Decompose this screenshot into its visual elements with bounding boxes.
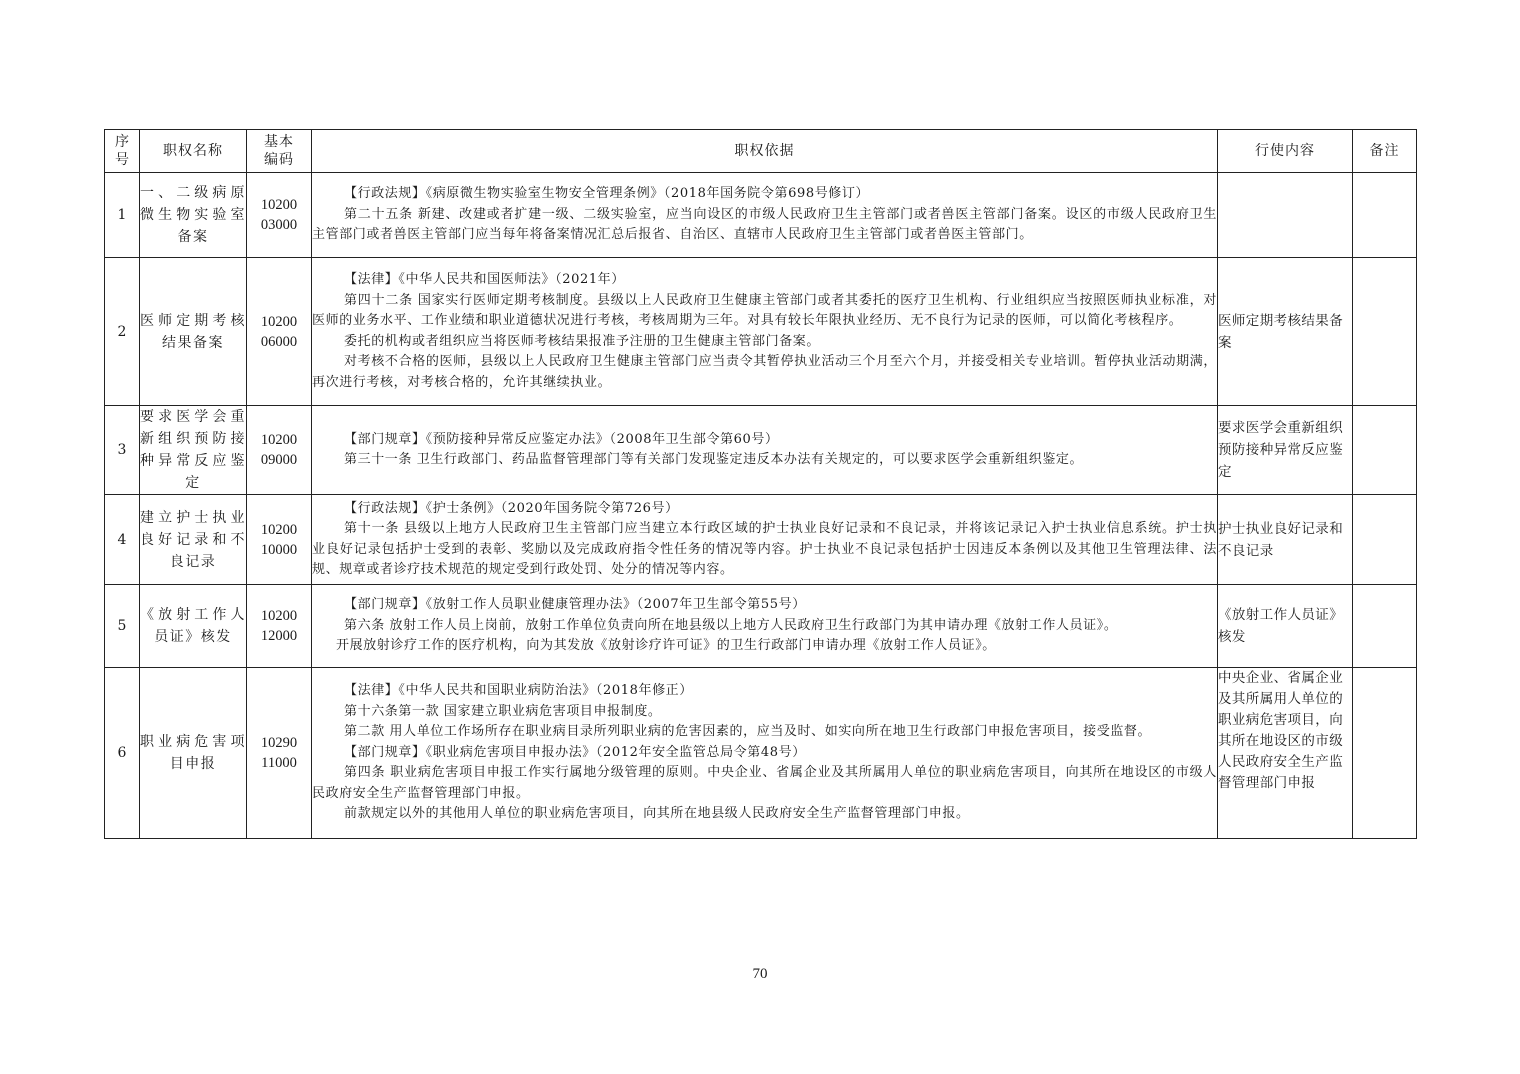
row-seq: 3 [105,406,140,495]
table-header-row [105,130,1417,173]
basis-clause: 第三十一条 卫生行政部门、药品监督管理部门等有关部门发现鉴定违反本办法有关规定的，可以要求医学会重新组织鉴定。 [344,452,1084,467]
row-seq: 1 [105,173,140,258]
basis-clause: 第十六条第一款 国家建立职业病危害项目申报制度。 [344,703,662,719]
basis-clause: 对考核不合格的医师，县级以上人民政府卫生健康主管部门应当责令其暂停执业活动三个月至六个月，并接受相关专业培训。暂停执业活动期满，再次进行考核，对考核合格的，允许其继续执业。 [312,354,1217,390]
header-content: 行使内容 [1218,130,1353,173]
row-content: 护士执业良好记录和不良记录 [1218,495,1353,585]
row-seq: 4 [105,495,140,585]
row-content: 医师定期考核结果备案 [1218,258,1353,406]
table-row [105,495,1417,585]
table-row [105,258,1417,406]
row-remark [1353,495,1417,585]
row-remark [1353,585,1417,668]
row-content [1218,173,1353,258]
row-code [247,495,312,585]
row-code [247,406,312,495]
row-basis [312,495,1218,585]
basis-clause: 第二款 用人单位工作场所存在职业病目录所列职业病的危害因素的，应当及时、如实向所在地卫生行政部门申报危害项目，接受监督。 [344,724,1152,740]
page-number: 70 [752,966,768,982]
row-seq: 6 [105,668,140,839]
basis-source: 【行政法规】《病原微生物实验室生物安全管理条例》（2018年国务院令第698号修订） [344,186,870,202]
basis-source: 【部门规章】《放射工作人员职业健康管理办法》（2007年卫生部令第55号） [344,597,806,613]
basis-clause: 第二十五条 新建、改建或者扩建一级、二级实验室，应当向设区的市级人民政府卫生主管部门或者兽医主管部门备案。设区的市级人民政府卫生主管部门或者兽医主管部门应当每年将备案情况汇总后报省、自治区、直辖市人民政府卫生主管部门或者兽医主管部门。 [312,206,1217,243]
row-name: 一、二级病原微生物实验室备案 [140,173,247,258]
basis-clause: 第四十二条 国家实行医师定期考核制度。县级以上人民政府卫生健康主管部门或者其委托的医疗卫生机构、行业组织应当按照医师执业标准，对医师的业务水平、工作业绩和职业道德状况进行考核，考核周期为三年。对具有较长年限执业经历、无不良行为记录的医师，可以简化考核程序。 [312,292,1217,328]
row-basis [312,668,1218,839]
row-name: 要求医学会重新组织预防接种异常反应鉴定 [140,406,247,495]
basis-source: 【行政法规】《护士条例》（2020年国务院令第726号） [344,500,679,516]
row-name: 医师定期考核结果备案 [140,258,247,406]
row-remark [1353,258,1417,406]
code-line: 10200 [260,608,298,624]
row-code [247,258,312,406]
table-row [105,406,1417,495]
header-code: 基本编码 [247,130,312,173]
row-remark [1353,406,1417,495]
authority-table [104,129,1417,839]
row-seq: 2 [105,258,140,406]
table-row [105,668,1417,839]
code-line: 10200 [260,197,298,213]
header-basis: 职权依据 [312,130,1218,173]
code-line: 10200 [260,521,298,538]
basis-clause: 委托的机构或者组织应当将医师考核结果报准予注册的卫生健康主管部门备案。 [344,333,821,349]
row-name: 建立护士执业良好记录和不良记录 [140,495,247,585]
table-row [105,585,1417,668]
code-line: 03000 [260,217,298,233]
row-name: 《放射工作人员证》核发 [140,585,247,668]
code-line: 09000 [260,452,298,468]
basis-clause: 开展放射诊疗工作的医疗机构，向为其发放《放射诊疗许可证》的卫生行政部门申请办理《放射工作人员证》。 [336,638,996,654]
row-remark [1353,668,1417,839]
row-basis [312,585,1218,668]
row-code [247,173,312,258]
row-content: 要求医学会重新组织预防接种异常反应鉴定 [1218,406,1353,495]
code-line: 11000 [261,755,297,771]
basis-source: 【法律】《中华人民共和国医师法》（2021年） [344,272,625,287]
code-line: 10290 [260,735,298,751]
basis-clause: 第四条 职业病危害项目申报工作实行属地分级管理的原则。中央企业、省属企业及其所属用人单位的职业病危害项目，向其所在地设区的市级人民政府安全生产监督管理部门申报。 [312,765,1217,801]
basis-clause: 前款规定以外的其他用人单位的职业病危害项目，向其所在地县级人民政府安全生产监督管理部门申报。 [344,806,970,822]
code-line: 10200 [260,313,298,330]
header-seq: 序号 [105,130,140,173]
basis-source: 【部门规章】《预防接种异常反应鉴定办法》（2008年卫生部令第60号） [344,431,779,447]
row-content: 《放射工作人员证》核发 [1218,585,1353,668]
row-basis [312,173,1218,258]
code-line: 10000 [260,541,298,558]
row-basis [312,258,1218,406]
basis-source: 【部门规章】《职业病危害项目申报办法》（2012年安全监管总局令第48号） [344,744,806,760]
basis-source: 【法律】《中华人民共和国职业病防治法》（2018年修正） [344,683,693,699]
row-code [247,668,312,839]
row-seq: 5 [105,585,140,668]
code-line: 10200 [260,432,298,448]
row-name: 职业病危害项目申报 [140,668,247,839]
row-code [247,585,312,668]
basis-clause: 第六条 放射工作人员上岗前，放射工作单位负责向所在地县级以上地方人民政府卫生行政部门为其申请办理《放射工作人员证》。 [344,617,1118,633]
table-row [105,173,1417,258]
header-remark: 备注 [1353,130,1417,173]
code-line: 12000 [260,628,298,644]
basis-clause: 第十一条 县级以上地方人民政府卫生主管部门应当建立本行政区域的护士执业良好记录和不良记录，并将该记录记入护士执业信息系统。护士执业良好记录包括护士受到的表彰、奖励以及完成政府指令性任务的情况等内容。护士执业不良记录包括护士因违反本条例以及其他卫生管理法律、法规、规章或者诊疗技术规范的规定受到行政处罚、处分的情况等内容。 [312,521,1217,577]
row-remark [1353,173,1417,258]
row-basis [312,406,1218,495]
row-content: 中央企业、省属企业及其所属用人单位的职业病危害项目，向其所在地设区的市级人民政府安全生产监督管理部门申报 [1218,668,1353,839]
header-name: 职权名称 [140,130,247,173]
code-line: 06000 [260,333,298,350]
